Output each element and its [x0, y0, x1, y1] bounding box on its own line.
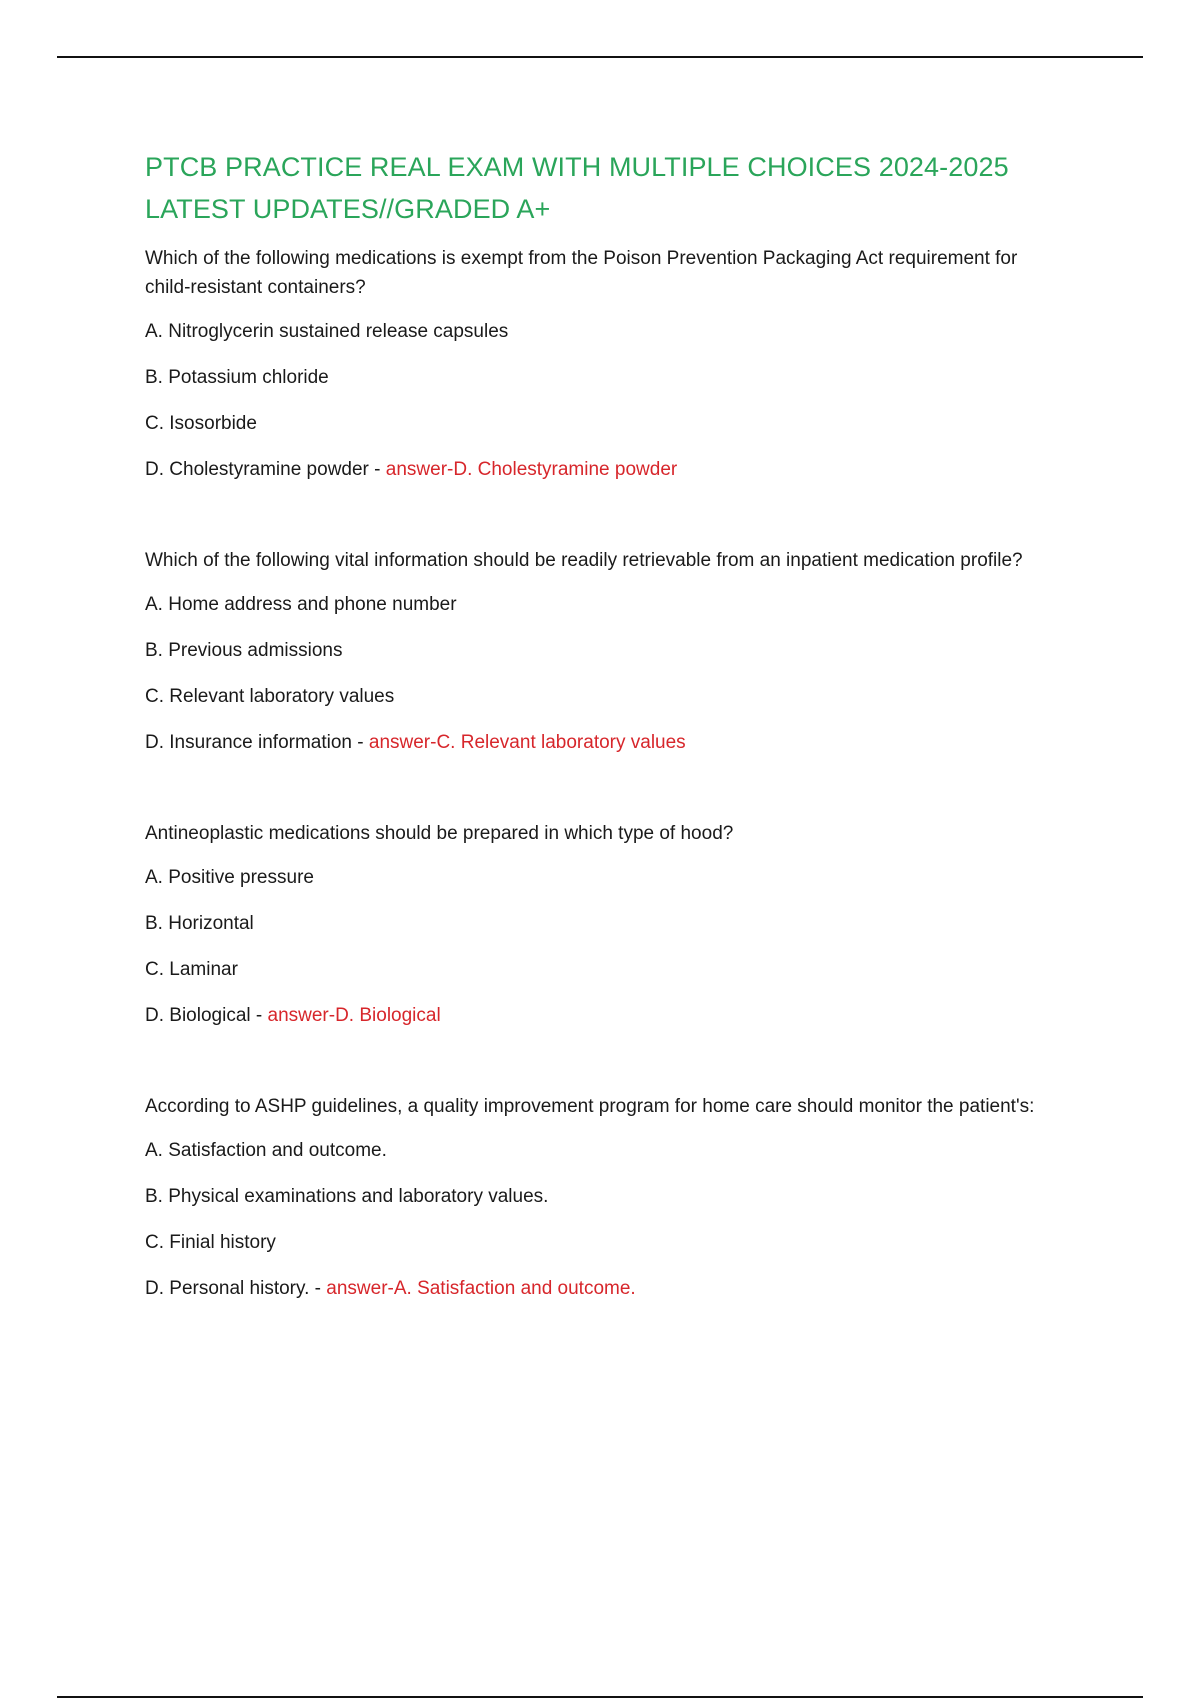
option-d-with-answer	[145, 1001, 1065, 1030]
option-c: C. Laminar	[145, 959, 238, 980]
question-text: Which of the following medications is exempt from the Poison Prevention Packaging Act requirement for child-resistant containers?	[145, 248, 1018, 298]
option-b: B. Horizontal	[145, 913, 254, 934]
question-text: Which of the following vital information should be readily retrievable from an inpatient medication profile?	[145, 550, 1023, 571]
option-d-with-answer	[145, 455, 1065, 484]
option-d: D. Insurance information -	[145, 732, 364, 753]
footer-rule	[57, 1696, 1143, 1698]
spacer	[145, 501, 1065, 546]
document-body	[145, 146, 1065, 1320]
question-block	[145, 1092, 1065, 1303]
option-d: D. Cholestyramine powder -	[145, 459, 381, 480]
answer-text: answer-D. Cholestyramine powder	[385, 459, 678, 480]
option-a: A. Home address and phone number	[145, 594, 457, 615]
document-title: PTCB PRACTICE REAL EXAM WITH MULTIPLE CHOICES 2024-2025 LATEST UPDATES//GRADED A+	[145, 152, 1009, 224]
option-d: D. Biological -	[145, 1005, 263, 1026]
answer-text: answer-A. Satisfaction and outcome.	[326, 1278, 636, 1299]
option-d-with-answer	[145, 728, 1065, 757]
answer-text: answer-D. Biological	[267, 1005, 441, 1026]
question-text: According to ASHP guidelines, a quality improvement program for home care should monitor the patient's:	[145, 1096, 1035, 1117]
question-block	[145, 244, 1065, 484]
option-b: B. Physical examinations and laboratory values.	[145, 1186, 549, 1207]
option-c: C. Finial history	[145, 1232, 276, 1253]
question-block	[145, 819, 1065, 1030]
option-b: B. Potassium chloride	[145, 367, 329, 388]
option-c: C. Relevant laboratory values	[145, 686, 395, 707]
header-rule	[57, 56, 1143, 58]
option-a: A. Nitroglycerin sustained release capsules	[145, 321, 509, 342]
question-text: Antineoplastic medications should be prepared in which type of hood?	[145, 823, 734, 844]
answer-text: answer-C. Relevant laboratory values	[368, 732, 686, 753]
option-a: A. Positive pressure	[145, 867, 314, 888]
option-b: B. Previous admissions	[145, 640, 343, 661]
spacer	[145, 774, 1065, 819]
option-c: C. Isosorbide	[145, 413, 257, 434]
option-d-with-answer	[145, 1274, 1065, 1303]
option-a: A. Satisfaction and outcome.	[145, 1140, 387, 1161]
question-block	[145, 546, 1065, 757]
spacer	[145, 1047, 1065, 1092]
option-d: D. Personal history. -	[145, 1278, 321, 1299]
